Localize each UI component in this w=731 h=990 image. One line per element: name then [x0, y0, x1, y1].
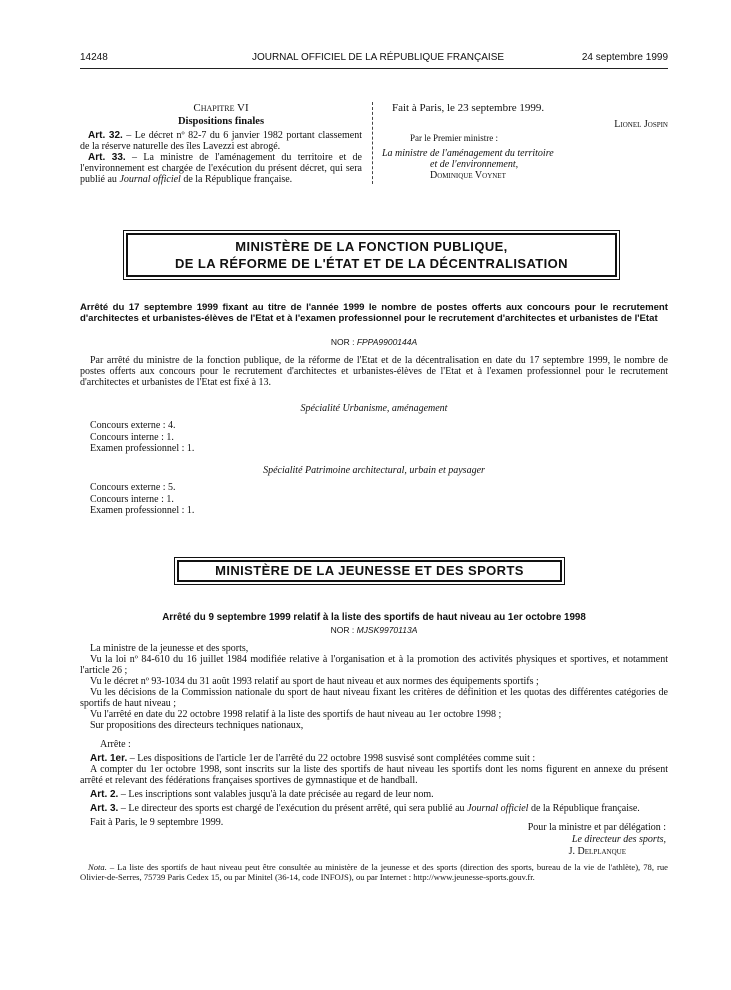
list-item: Concours interne : 1.	[90, 431, 174, 443]
signature-column	[382, 102, 668, 182]
page-number: 14248	[80, 52, 108, 63]
visa-line: Vu les décisions de la Commission nationale du sport de haut niveau fixant les critères de définition et les quotas des différentes catégories de sportifs de haut niveau ;	[80, 687, 668, 709]
by-prime-minister: Par le Premier ministre :	[410, 133, 498, 143]
delegation-line: Pour la ministre et par délégation :	[527, 822, 666, 833]
minister-title-line1: La ministre de l'aménagement du territoire	[382, 148, 554, 159]
nota-note: Nota. – La liste des sportifs de haut niveau peut être consultée au ministère de la jeunesse et des sports (direction des sports, bureau de la vie de l'athlète), 78, rue Olivier-de-Serres, 75739 Paris Cedex 15, ou par Minitel (36-14, code INFOJS), ou par Internet : http://www.jeunesse-sports.gouv.fr.	[80, 862, 668, 882]
ministry-title-line2: DE LA RÉFORME DE L'ÉTAT ET DE LA DÉCENTRALISATION	[175, 256, 568, 271]
section-title: Dispositions finales	[177, 116, 265, 127]
article-3: Art. 3. – Le directeur des sports est chargé de l'exécution du présent arrêté, qui sera publié au Journal officiel de la République française.	[90, 803, 640, 814]
list-item: Concours externe : 4.	[90, 420, 176, 431]
arrete-word: Arrête :	[100, 739, 131, 750]
ministry-box-jeunesse-sports	[174, 557, 565, 585]
article-2: Art. 2. – Les inscriptions sont valables jusqu'à la date précisée au regard de leur nom.	[90, 789, 434, 800]
arrete-1-nor: NOR : FPPA9900144A	[330, 337, 418, 347]
ministry-title-line1: MINISTÈRE DE LA FONCTION PUBLIQUE,	[235, 239, 508, 254]
done-at-paris: Fait à Paris, le 9 septembre 1999.	[90, 817, 224, 828]
visa-line: Sur propositions des directeurs techniques nationaux,	[90, 720, 304, 731]
list-item: Concours externe : 5.	[90, 482, 176, 493]
specialty-1-list	[90, 420, 194, 455]
director-name: J. Delplanque	[568, 846, 626, 857]
chapter-title: Chapitre VI	[193, 102, 249, 114]
ministry-2-title: MINISTÈRE DE LA JEUNESSE ET DES SPORTS	[215, 563, 524, 578]
arrete-1-body: Par arrêté du ministre de la fonction publique, de la réforme de l'Etat et de la décentralisation en date du 17 septembre 1999, le nombre de postes offerts aux concours pour le recrutement d'architectes et urbanistes-élèves de l'Etat et à l'examen professionnel pour le recrutement d'architectes et urbanistes de l'Etat est fixé à 13.	[80, 355, 668, 388]
final-provisions-column	[80, 102, 362, 185]
visa-line: La ministre de la jeunesse et des sports,	[90, 643, 249, 654]
list-item: Concours interne : 1.	[90, 493, 174, 505]
article-1-paragraph: A compter du 1er octobre 1998, sont inscrits sur la liste des sportifs de haut niveau les sportifs dont les noms figurent en annexe du présent arrêté et relevant des fédérations françaises sportives de gymnastique et de handball.	[80, 764, 668, 786]
minister-title-line2: et de l'environnement,	[430, 159, 519, 170]
list-item: Examen professionnel : 1.	[90, 505, 195, 516]
column-separator	[372, 102, 374, 184]
delegation-signature	[420, 822, 666, 858]
ministry-box-fonction-publique	[123, 230, 620, 280]
signatory-name: Lionel Jospin	[614, 119, 668, 130]
article-33: Art. 33. – La ministre de l'aménagement du territoire et de l'environnement est chargée de l'exécution du présent décret, qui sera publié au Journal officiel de la République française.	[80, 152, 362, 185]
specialty-1-title: Spécialité Urbanisme, aménagement	[300, 403, 448, 414]
arrete-2-nor: NOR : MJSK9970113A	[330, 625, 418, 635]
journal-title: JOURNAL OFFICIEL DE LA RÉPUBLIQUE FRANÇAISE	[251, 52, 505, 63]
specialty-2-list	[90, 482, 194, 517]
visa-line: Vu la loi nº 84-610 du 16 juillet 1984 modifiée relative à l'organisation et à la promotion des activités physiques et sportives, et notamment l'article 26 ;	[80, 654, 668, 676]
visa-line: Vu le décret nº 93-1034 du 31 août 1993 relatif au sport de haut niveau et aux normes des équipements sportifs ;	[90, 676, 539, 687]
arrete-2-title: Arrêté du 9 septembre 1999 relatif à la liste des sportifs de haut niveau au 1er octobre 1998	[162, 612, 586, 623]
list-item: Examen professionnel : 1.	[90, 443, 195, 454]
place-date: Fait à Paris, le 23 septembre 1999.	[392, 102, 545, 114]
header-rule	[80, 68, 668, 69]
arrete-1-title: Arrêté du 17 septembre 1999 fixant au titre de l'année 1999 le nombre de postes offerts aux concours pour le recrutement d'architectes et urbanistes-élèves de l'Etat et à l'examen professionnel pour le recrutement d'architectes et urbanistes de l'Etat	[80, 302, 668, 324]
header-date: 24 septembre 1999	[581, 52, 668, 63]
director-title: Le directeur des sports,	[571, 834, 666, 845]
article-32: Art. 32. – Le décret nº 82-7 du 6 janvier 1982 portant classement de la réserve naturelle des îles Lavezzi est abrogé.	[80, 130, 362, 152]
visa-line: Vu l'arrêté en date du 22 octobre 1998 relatif à la liste des sportifs de haut niveau au 1er octobre 1998 ;	[90, 709, 502, 720]
specialty-2-title: Spécialité Patrimoine architectural, urbain et paysager	[263, 465, 485, 476]
arrete-2-body	[80, 643, 668, 828]
minister-name: Dominique Voynet	[430, 170, 506, 181]
article-1: Art. 1er. – Les dispositions de l'article 1er de l'arrêté du 22 octobre 1998 susvisé sont complétées comme suit :	[90, 753, 536, 764]
